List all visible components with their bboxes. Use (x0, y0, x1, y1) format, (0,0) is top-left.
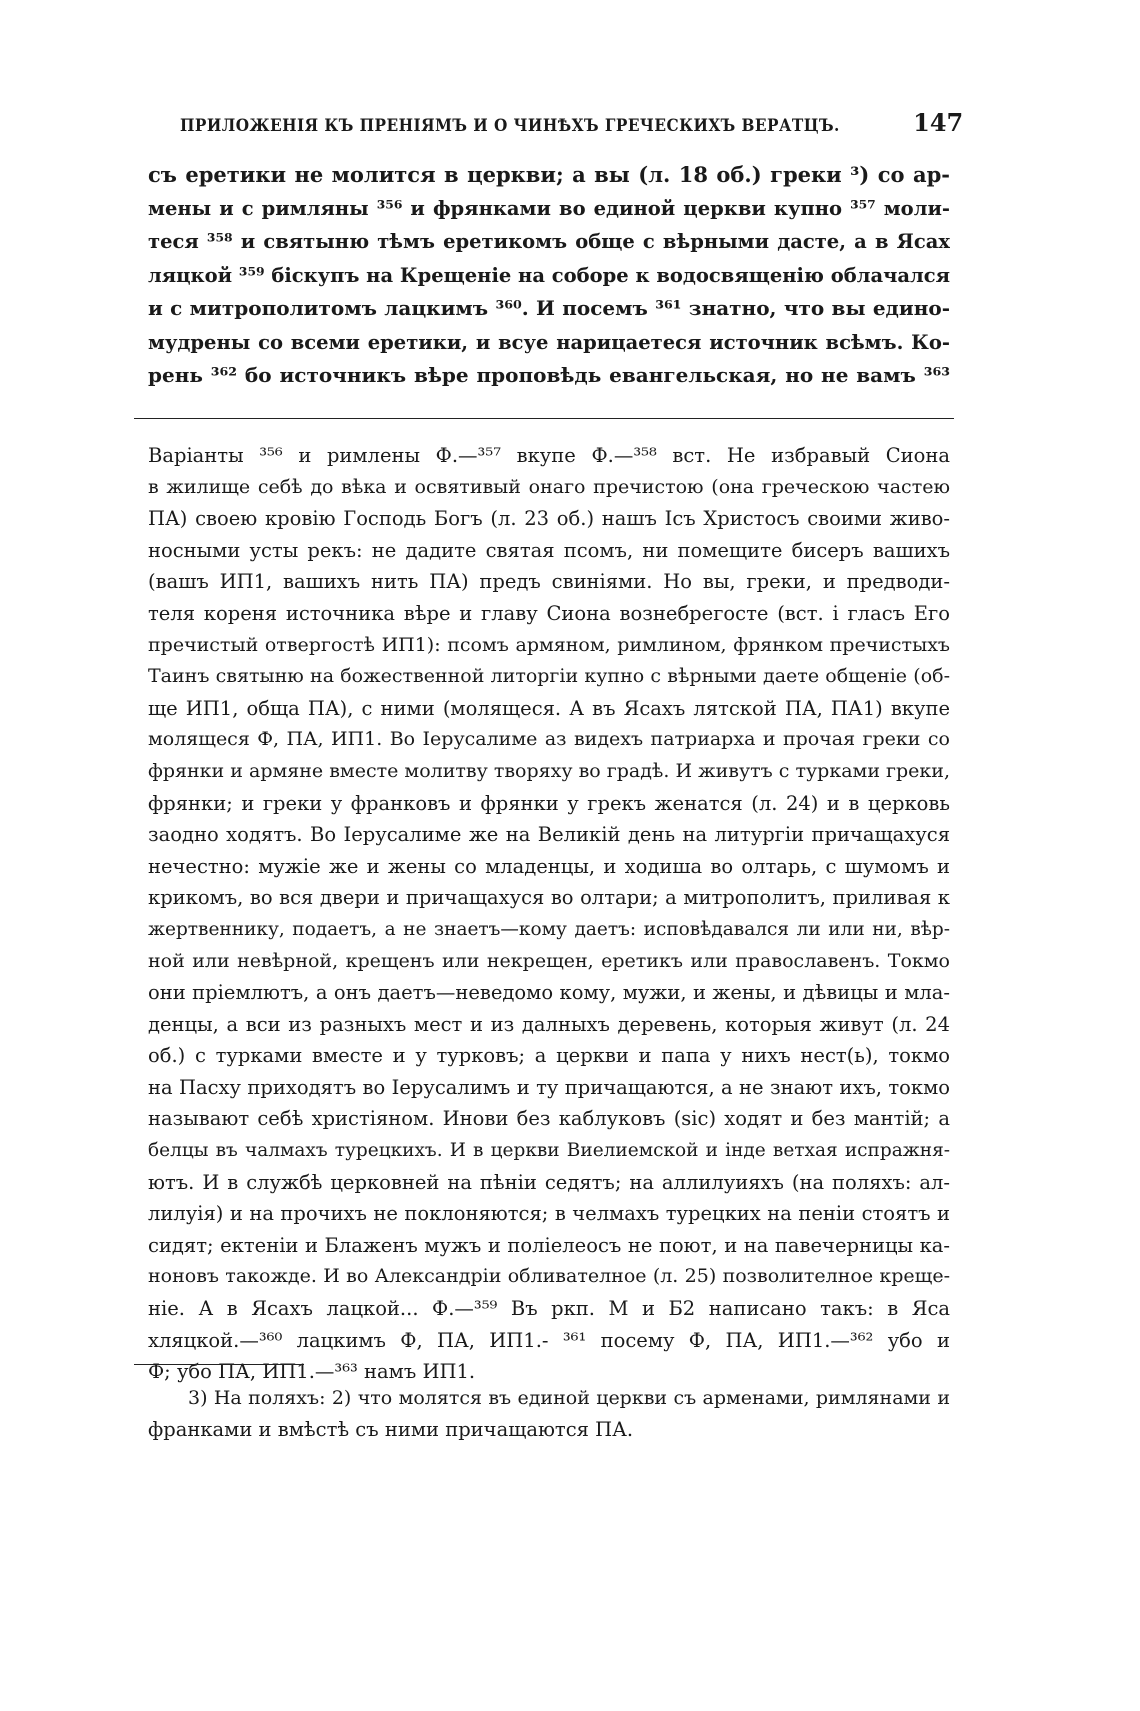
main-text-line: съ еретики не молится в церкви; а вы (л. 18 об.) греки ³) со ар- (148, 162, 950, 187)
variants-line: пречистый отвергостѣ ИП1): псомъ армяном, римлином, фрянком пречистыхъ (148, 633, 950, 656)
variants-line: они пріемлютъ, а онъ даетъ—неведомо кому, мужи, и жены, и дѣвицы и мла- (148, 981, 950, 1005)
variants-line: ще ИП1, обща ПА), с ними (молящеся. А въ Ясахъ лятской ПА, ПА1) вкупе (148, 696, 950, 720)
variants-line: Таинъ святыню на божественной литоргіи купно с вѣрными даете общеніе (об- (148, 665, 950, 688)
main-text-line: мены и с римляны ³⁵⁶ и фрянками во единой церкви купно ³⁵⁷ моли- (148, 196, 950, 220)
variants-line: лилуія) и на прочихъ не поклоняются; в челмахъ турецких на пеніи стоятъ и (148, 1202, 950, 1226)
main-text-line: и с митрополитомъ лацкимъ ³⁶⁰. И посемъ ³⁶¹ знатно, что вы едино- (148, 296, 950, 320)
divider-rule (134, 418, 954, 419)
variants-line: в жилище себѣ до вѣка и освятивый онаго пречистою (она греческою частею (148, 475, 950, 498)
variants-line: фрянки и армяне вместе молитву творяху во градѣ. И живутъ с турками греки, (148, 759, 950, 782)
running-title: ПРИЛОЖЕНІЯ КЪ ПРЕНІЯМЪ И О ЧИНѢХЪ ГРЕЧЕСКИХЪ ВЕРАТЦЪ. (180, 116, 840, 136)
page-number: 147 (913, 108, 964, 137)
footnote-rule (134, 1364, 304, 1365)
footnote-line: 3) На поляхъ: 2) что молятся въ единой церкви съ арменами, римлянами и (188, 1387, 950, 1409)
variants-line: носными усты рекъ: не дадите святая псомъ, ни помещите бисеръ вашихъ (148, 538, 950, 562)
footnote-line: франками и вмѣстѣ съ ними причащаются ПА. (148, 1418, 634, 1441)
variants-line: ПА) своею кровію Господь Богъ (л. 23 об.) нашъ Ісъ Христосъ своими живо- (148, 507, 950, 531)
variants-line: молящеся Ф, ПА, ИП1. Во Іерусалиме аз видехъ патриарха и прочая греки со (148, 728, 950, 751)
variants-line: (вашъ ИП1, вашихъ нить ПА) предъ свиніями. Но вы, греки, и предводи- (148, 570, 950, 594)
variants-line: жертвеннику, подаетъ, а не знаетъ—кому даетъ: исповѣдавался ли или ни, вѣр- (148, 918, 950, 940)
footnote (148, 1382, 950, 1446)
variants-line: на Пасху приходятъ во Іерусалимъ и ту причащаются, а не знают ихъ, токмо (148, 1075, 950, 1099)
variants-line: крикомъ, во вся двери и причащахуся во олтари; а митрополитъ, приливая к (148, 886, 950, 910)
main-text-line: рень ³⁶² бо источникъ вѣре проповѣдь евангельская, но не вамъ ³⁶³ (148, 363, 950, 387)
variants-line: сидят; ектеніи и Блаженъ мужъ и поліелеосъ не поют, и на павечерницы ка- (148, 1233, 950, 1257)
variants-line: Варіанты ³⁵⁶ и римлены Ф.—³⁵⁷ вкупе Ф.—³⁵⁸ вст. Не избравый Сиона (148, 444, 950, 467)
variants-line: нечестно: мужіе же и жены со младенцы, и ходиша во олтарь, с шумомъ и (148, 854, 950, 878)
variants-line: ютъ. И в службѣ церковней на пѣніи седятъ; на аллилуияхъ (на поляхъ: ал- (148, 1170, 950, 1194)
main-text-line: теся ³⁵⁸ и святыню тѣмъ еретикомъ обще с вѣрными дасте, а в Ясах (148, 230, 950, 253)
main-text-line: ляцкой ³⁵⁹ біскупъ на Крещеніе на соборе к водосвященію облачался (148, 263, 950, 287)
variants-line: ноновъ такожде. И во Александріи обливателное (л. 25) позволителное крещe- (148, 1265, 950, 1288)
variants-line: теля кореня источника вѣре и главу Сиона вознебрегосте (вст. і гласъ Его (148, 601, 950, 625)
main-text-line: мудрены со всеми еретики, и всуе нарицаетеся источник всѣмъ. Ко- (148, 330, 950, 354)
running-head (180, 108, 964, 148)
variants-line: белцы въ чалмахъ турецкихъ. И в церкви Виелиемской и інде ветхая испражня- (148, 1140, 950, 1162)
variants-line: заодно ходятъ. Во Іерусалиме же на Великій день на литургіи причащахуся (148, 823, 950, 847)
variants-line: ной или невѣрной, крещенъ или некрещен, еретикъ или православенъ. Токмо (148, 949, 950, 972)
variants-apparatus (148, 440, 950, 1388)
variants-line: ніе. А в Ясахъ лацкой... Ф.—³⁵⁹ Въ ркп. М и Б2 написано такъ: в Яса (148, 1297, 950, 1321)
variants-line: денцы, а вси из разныхъ мест и из далныхъ деревень, которыя живут (л. 24 (148, 1012, 950, 1036)
variants-line: называют себѣ христіяном. Инови без каблуковъ (sic) ходят и без мантій; а (148, 1107, 950, 1131)
variants-line: фрянки; и греки у франковъ и фрянки у грекъ женатся (л. 24) и в церковь (148, 791, 950, 815)
main-text (148, 158, 950, 393)
variants-line: Ф; убо ПА, ИП1.—³⁶³ намъ ИП1. (148, 1360, 476, 1384)
variants-line: хляцкой.—³⁶⁰ лацкимъ Ф, ПА, ИП1.- ³⁶¹ посему Ф, ПА, ИП1.—³⁶² убо и (148, 1328, 950, 1352)
variants-line: об.) с турками вместе и у турковъ; а церкви и папа у нихъ нест(ь), токмо (148, 1044, 950, 1068)
